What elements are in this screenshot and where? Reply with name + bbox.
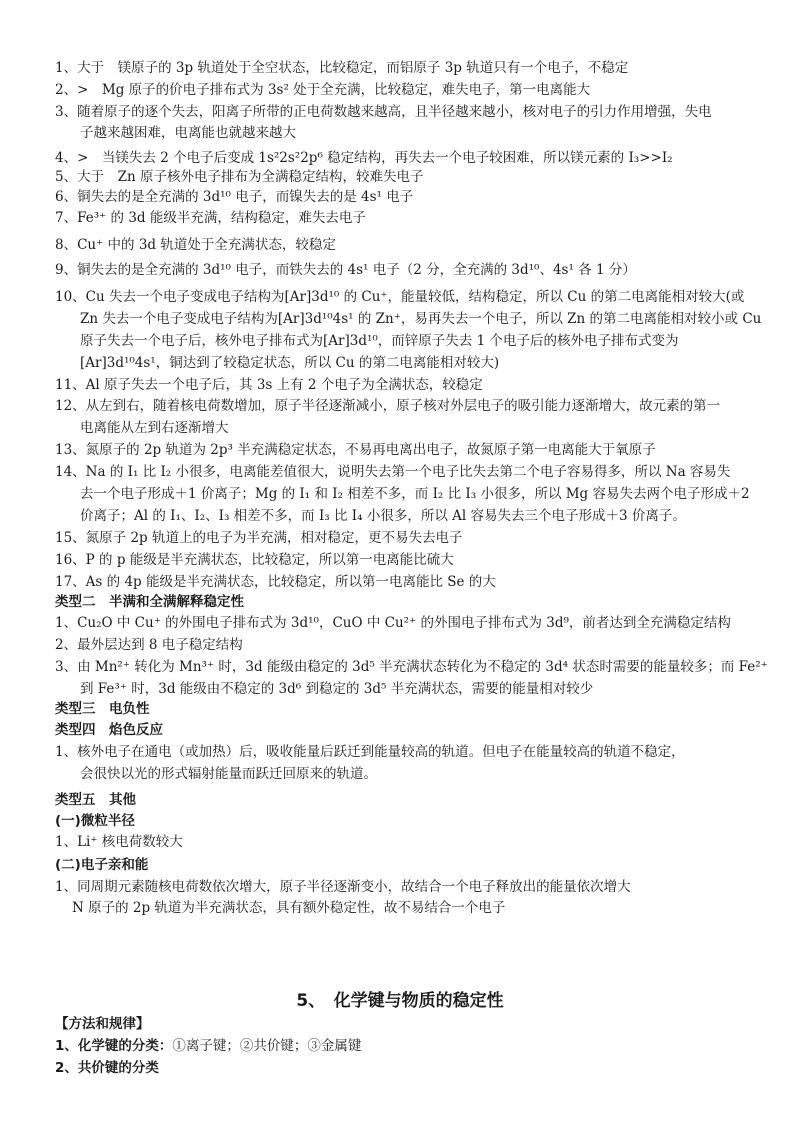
classification-line	[55, 1036, 755, 1056]
answer-line: 11、Al 原子失去一个电子后，其 3s 上有 2 个电子为全满状态，较稳定	[55, 377, 483, 393]
answer-line: 13、氮原子的 2p 轨道为 2p³ 半充满稳定状态，不易再电离出电子，故氮原子第一电离能大于氧原子	[55, 442, 656, 458]
sub-heading: (一)微粒半径	[55, 813, 135, 829]
answer-line: 去一个电子形成＋1 价离子；Mg 的 I₁ 和 I₂ 相差不多，而 I₂ 比 I₃ 小很多，所以 Mg 容易失去两个电子形成＋2	[80, 486, 750, 502]
answer-line: 7、Fe³⁺ 的 3d 能级半充满，结构稳定，难失去电子	[55, 210, 366, 226]
answer-line: 15、氮原子 2p 轨道上的电子为半充满，相对稳定，更不易失去电子	[55, 530, 463, 546]
answer-line: 5、大于 Zn 原子核外电子排布为全满稳定结构，较难失电子	[55, 169, 424, 185]
answer-line: 3、由 Mn²⁺ 转化为 Mn³⁺ 时，3d 能级由稳定的 3d⁵ 半充满状态转化为不稳定的 3d⁴ 状态时需要的能量较多；而 Fe²⁺	[55, 659, 768, 675]
answer-line: 6、铜失去的是全充满的 3d¹⁰ 电子，而镍失去的是 4s¹ 电子	[55, 189, 414, 205]
answer-line: 8、Cu⁺ 中的 3d 轨道处于全充满状态，较稳定	[55, 237, 336, 253]
answer-line: 9、铜失去的是全充满的 3d¹⁰ 电子，而铁失去的 4s¹ 电子（2 分，全充满的 3d¹⁰、4s¹ 各 1 分）	[55, 262, 636, 278]
answer-line: 1、同周期元素随核电荷数依次增大，原子半径逐渐变小，故结合一个电子释放出的能量依次增大	[55, 879, 631, 895]
answer-line: 子越来越困难，电离能也就越来越大	[80, 125, 296, 141]
answer-line: N 原子的 2p 轨道为半充满状态，具有额外稳定性，故不易结合一个电子	[72, 900, 506, 916]
answer-line: 10、Cu 失去一个电子变成电子结构为[Ar]3d¹⁰ 的 Cu⁺，能量较低，结构稳定，所以 Cu 的第二电离能相对较大(或	[55, 289, 745, 305]
answer-line: 1、Cu₂O 中 Cu⁺ 的外围电子排布式为 3d¹⁰，CuO 中 Cu²⁺ 的外围电子排布式为 3d⁹，前者达到全充满稳定结构	[55, 615, 731, 631]
answer-line: 1、Li⁺ 核电荷数较大	[55, 834, 183, 850]
answer-line: 4、> 当镁失去 2 个电子后变成 1s²2s²2p⁶ 稳定结构，再失去一个电子较困难，所以镁元素的 I₃>>I₂	[55, 150, 673, 166]
covalent-bond-heading: 2、共价键的分类	[55, 1060, 159, 1076]
answer-line: Zn 失去一个电子变成电子结构为[Ar]3d¹⁰4s¹ 的 Zn⁺，易再失去一个电子，所以 Zn 的第二电离能相对较小或 Cu	[80, 311, 762, 327]
answer-line: 电离能从左到右逐渐增大	[80, 420, 229, 436]
type-heading: 类型二 半满和全满解释稳定性	[55, 594, 244, 610]
answer-line: 价离子；Al 的 I₁、I₂、I₃ 相差不多，而 I₃ 比 I₄ 小很多，所以 Al 容易失去三个电子形成＋3 价离子。	[80, 508, 686, 524]
classification-text: ①离子键；②共价键；③金属键	[172, 1038, 362, 1054]
section-title: 5、 化学键与物质的稳定性	[296, 991, 504, 1011]
answer-line: 会很快以光的形式辐射能量而跃迁回原来的轨道。	[80, 766, 377, 782]
classification-label: 1、化学键的分类：	[55, 1038, 173, 1054]
sub-heading: (二)电子亲和能	[55, 857, 149, 873]
answer-line: 到 Fe³⁺ 时，3d 能级由不稳定的 3d⁶ 到稳定的 3d⁵ 半充满状态，需要的能量相对较少	[80, 681, 594, 697]
type-heading: 类型五 其他	[55, 792, 136, 808]
answer-line: 1、大于 镁原子的 3p 轨道处于全空状态，比较稳定，而铝原子 3p 轨道只有一个电子，不稳定	[55, 60, 629, 76]
answer-line: 16、P 的 p 能级是半充满状态，比较稳定，所以第一电离能比硫大	[55, 552, 454, 568]
answer-line: 原子失去一个电子后，核外电子排布式为[Ar]3d¹⁰，而锌原子失去 1 个电子后的核外电子排布式变为	[80, 333, 679, 349]
answer-line: 12、从左到右，随着核电荷数增加，原子半径逐渐减小，原子核对外层电子的吸引能力逐渐增大，故元素的第一	[55, 398, 721, 414]
answer-line: 1、核外电子在通电（或加热）后，吸收能量后跃迁到能量较高的轨道。但电子在能量较高的轨道不稳定，	[55, 744, 685, 760]
type-heading: 类型四 焰色反应	[55, 722, 163, 738]
answer-line: [Ar]3d¹⁰4s¹，铜达到了较稳定状态，所以 Cu 的第二电离能相对较大)	[80, 355, 500, 371]
answer-line: 2、最外层达到 8 电子稳定结构	[55, 637, 243, 653]
answer-line: 2、> Mg 原子的价电子排布式为 3s² 处于全充满，比较稳定，难失电子，第一电离能大	[55, 82, 591, 98]
answer-line: 17、As 的 4p 能级是半充满状态，比较稳定，所以第一电离能比 Se 的大	[55, 574, 496, 590]
type-heading: 类型三 电负性	[55, 701, 150, 717]
answer-line: 14、Na 的 I₁ 比 I₂ 小很多，电离能差值很大，说明失去第一个电子比失去第二个电子容易得多，所以 Na 容易失	[55, 464, 731, 480]
answer-line: 3、随着原子的逐个失去，阳离子所带的正电荷数越来越高，且半径越来越小，核对电子的引力作用增强，失电	[55, 104, 712, 120]
method-heading: 【方法和规律】	[55, 1016, 150, 1032]
